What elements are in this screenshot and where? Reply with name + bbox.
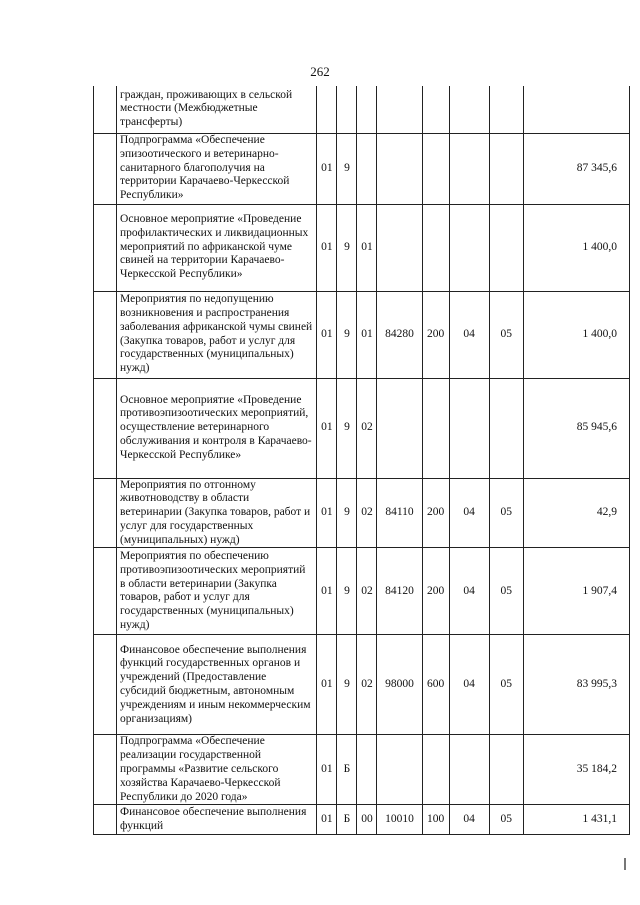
- budget-table: [93, 86, 630, 835]
- section-code: 01: [317, 378, 337, 478]
- razdel-code: 04: [449, 548, 489, 635]
- program-code: 9: [337, 548, 357, 635]
- item-name: Финансовое обеспечение выполнения функций: [117, 805, 317, 835]
- sum-value: 1 907,4: [523, 548, 629, 635]
- item-name: граждан, проживающих в сельской местности (Межбюджетные трансферты): [117, 86, 317, 133]
- direction-code: 84280: [377, 291, 422, 378]
- table-row: [94, 635, 630, 735]
- expense-type-code: 200: [422, 478, 449, 548]
- section-code: 01: [317, 204, 337, 291]
- expense-type-code: [422, 735, 449, 805]
- item-name: Основное мероприятие «Проведение противоэпизоотических мероприятий, осуществление ветеринарного обслуживания и контроля в Карачаево-Черкесской Республике»: [117, 378, 317, 478]
- event-code: [357, 735, 377, 805]
- expense-type-code: 600: [422, 635, 449, 735]
- table-row: [94, 204, 630, 291]
- program-code: 9: [337, 478, 357, 548]
- direction-code: 98000: [377, 635, 422, 735]
- sum-value: 42,9: [523, 478, 629, 548]
- scan-mark: [624, 858, 626, 870]
- row-index-cell: [94, 204, 117, 291]
- table-row: [94, 735, 630, 805]
- razdel-code: 04: [449, 291, 489, 378]
- sum-value: 35 184,2: [523, 735, 629, 805]
- sum-value: 1 400,0: [523, 291, 629, 378]
- podrazdel-code: 05: [489, 548, 523, 635]
- item-name: Мероприятия по недопущению возникновения и распространения заболевания африканской чумы свиней (Закупка товаров, работ и услуг для государственных (муниципальных) нужд): [117, 291, 317, 378]
- event-code: 01: [357, 291, 377, 378]
- table-row: [94, 133, 630, 204]
- item-name: Подпрограмма «Обеспечение эпизоотического и ветеринарно-санитарного благополучия на территории Карачаево-Черкесской Республики»: [117, 133, 317, 204]
- event-code: [357, 133, 377, 204]
- direction-code: [377, 86, 422, 133]
- sum-value: 85 945,6: [523, 378, 629, 478]
- item-name: Мероприятия по отгонному животноводству в области ветеринарии (Закупка товаров, работ и услуг для государственных (муниципальных) нужд): [117, 478, 317, 548]
- row-index-cell: [94, 133, 117, 204]
- expense-type-code: [422, 204, 449, 291]
- item-name: Основное мероприятие «Проведение профилактических и ликвидационных мероприятий по африканской чуме свиней на территории Карачаево-Черкесской Республики»: [117, 204, 317, 291]
- sum-value: 1 431,1: [523, 805, 629, 835]
- section-code: 01: [317, 548, 337, 635]
- row-index-cell: [94, 291, 117, 378]
- razdel-code: [449, 133, 489, 204]
- event-code: 00: [357, 805, 377, 835]
- podrazdel-code: [489, 378, 523, 478]
- table-row: [94, 86, 630, 133]
- direction-code: [377, 204, 422, 291]
- podrazdel-code: [489, 735, 523, 805]
- direction-code: 84110: [377, 478, 422, 548]
- row-index-cell: [94, 635, 117, 735]
- podrazdel-code: 05: [489, 805, 523, 835]
- event-code: 02: [357, 548, 377, 635]
- row-index-cell: [94, 735, 117, 805]
- razdel-code: 04: [449, 635, 489, 735]
- event-code: 02: [357, 378, 377, 478]
- row-index-cell: [94, 805, 117, 835]
- expense-type-code: [422, 133, 449, 204]
- program-code: 9: [337, 291, 357, 378]
- row-index-cell: [94, 86, 117, 133]
- program-code: 9: [337, 204, 357, 291]
- item-name: Финансовое обеспечение выполнения функций государственных органов и учреждений (Предоставление субсидий бюджетным, автономным учреждениям и иным некоммерческим организациям): [117, 635, 317, 735]
- item-name: Мероприятия по обеспечению противоэпизоотических мероприятий в области ветеринарии (Закупка товаров, работ и услуг для государственных (муниципальных) нужд): [117, 548, 317, 635]
- podrazdel-code: 05: [489, 635, 523, 735]
- razdel-code: [449, 204, 489, 291]
- table-row: [94, 378, 630, 478]
- podrazdel-code: 05: [489, 291, 523, 378]
- section-code: 01: [317, 635, 337, 735]
- section-code: 01: [317, 735, 337, 805]
- table-row: [94, 478, 630, 548]
- row-index-cell: [94, 548, 117, 635]
- podrazdel-code: 05: [489, 478, 523, 548]
- sum-value: 83 995,3: [523, 635, 629, 735]
- program-code: 9: [337, 635, 357, 735]
- direction-code: 84120: [377, 548, 422, 635]
- sum-value: [523, 86, 629, 133]
- razdel-code: [449, 378, 489, 478]
- podrazdel-code: [489, 86, 523, 133]
- razdel-code: 04: [449, 478, 489, 548]
- podrazdel-code: [489, 133, 523, 204]
- budget-table-body: [94, 86, 630, 835]
- event-code: 01: [357, 204, 377, 291]
- event-code: 02: [357, 635, 377, 735]
- table-row: [94, 548, 630, 635]
- expense-type-code: [422, 86, 449, 133]
- event-code: 02: [357, 478, 377, 548]
- expense-type-code: [422, 378, 449, 478]
- section-code: [317, 86, 337, 133]
- expense-type-code: 200: [422, 548, 449, 635]
- program-code: Б: [337, 805, 357, 835]
- section-code: 01: [317, 478, 337, 548]
- direction-code: [377, 378, 422, 478]
- program-code: 9: [337, 378, 357, 478]
- direction-code: 10010: [377, 805, 422, 835]
- direction-code: [377, 133, 422, 204]
- page-number: 262: [310, 64, 330, 79]
- podrazdel-code: [489, 204, 523, 291]
- table-row: [94, 291, 630, 378]
- program-code: Б: [337, 735, 357, 805]
- section-code: 01: [317, 291, 337, 378]
- direction-code: [377, 735, 422, 805]
- sum-value: 1 400,0: [523, 204, 629, 291]
- table-row: [94, 805, 630, 835]
- razdel-code: 04: [449, 805, 489, 835]
- razdel-code: [449, 735, 489, 805]
- section-code: 01: [317, 805, 337, 835]
- razdel-code: [449, 86, 489, 133]
- section-code: 01: [317, 133, 337, 204]
- sum-value: 87 345,6: [523, 133, 629, 204]
- row-index-cell: [94, 378, 117, 478]
- expense-type-code: 200: [422, 291, 449, 378]
- item-name: Подпрограмма «Обеспечение реализации государственной программы «Развитие сельского хозяйства Карачаево-Черкесской Республики до 2020 года»: [117, 735, 317, 805]
- event-code: [357, 86, 377, 133]
- program-code: [337, 86, 357, 133]
- expense-type-code: 100: [422, 805, 449, 835]
- program-code: 9: [337, 133, 357, 204]
- row-index-cell: [94, 478, 117, 548]
